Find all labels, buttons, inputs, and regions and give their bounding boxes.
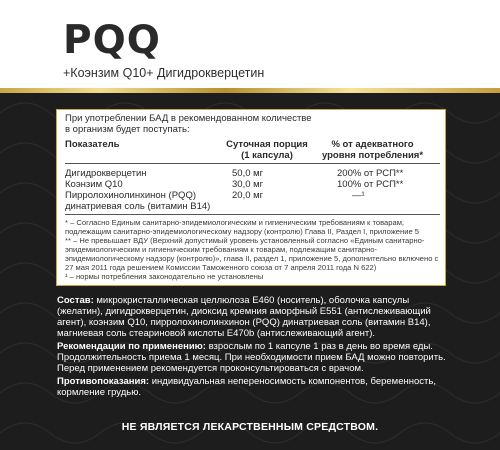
product-title: PQQ [63, 18, 161, 63]
composition-paragraph [57, 295, 447, 339]
product-info [57, 295, 447, 400]
footnote-2: ** – Не превышает ВДУ (Верхний допустимый уровень установленный согласно «Единым санитарно-эпидемиологическим и гигиеническим требованиям к товарам, подлежащим санитарно-эпидемиологическому надзору (контролю)», глава II, раздел 1, приложение 5, дополнительно включено с 27 мая 2011 года решением Комиссии Таможенного союза от 7 апреля 2011 года N 622) [65, 236, 439, 272]
header [0, 0, 500, 88]
footnotes [65, 218, 443, 281]
product-subtitle: +Коэнзим Q10+ Дигидрокверцетин [63, 66, 265, 80]
contraindications-paragraph [57, 376, 447, 398]
pct-header-line-2: уровня потребления* [321, 150, 424, 161]
footnote-3: ¹ – нормы потребления законодательно не установлены [65, 272, 264, 281]
column-header-dose [222, 139, 312, 161]
not-a-medicine-notice: НЕ ЯВЛЯЕТСЯ ЛЕКАРСТВЕННЫМ СРЕДСТВОМ. [121, 421, 379, 433]
pct-header-line-1: % от адекватного [331, 139, 414, 150]
intro-line-2: в организм будет поступать: [65, 124, 190, 135]
composition-label: Состав: [57, 295, 94, 306]
row-2-name: Коэнзим Q10 [65, 179, 123, 190]
intro-line-1: При употреблении БАД в рекомендованном количестве [65, 113, 312, 124]
row-2-percent: 100% от РСП** [337, 179, 404, 190]
column-header-percent [305, 139, 440, 161]
table-divider-bottom [65, 214, 440, 215]
footnote-1: * – Согласно Единым санитарно-эпидемиологическим и гигиеническим требованиям к товарам, подлежащим санитарно-эпидемиологическому надзору (контролю) Глава II, Раздел I, приложение 5 [65, 218, 420, 236]
table-divider-top [65, 163, 440, 164]
panel-intro [65, 113, 425, 135]
row-3-name-cont: динатриевая соль (витамин В14) [65, 201, 211, 212]
dose-header-line-1: Суточная порция [226, 139, 308, 150]
column-header-name: Показатель [65, 139, 120, 150]
row-3-percent: —¹ [352, 190, 365, 201]
composition-text: микрокристаллическая целлюлоза Е460 (носитель), оболочка капсулы (желатин), дигидрокверцетин, диоксид кремния аморфный Е551 (антислеживающий агент), коэнзим Q10, пирролохинолинхинон (PQQ) динатриевая соль (витамин В14), магниевая соль стеариновой кислоты Е470b (антислеживающий агент). [57, 295, 431, 339]
contraindications-text: индивидуальная непереносимость компонентов, беременность, кормление грудью. [57, 376, 436, 398]
dose-header-line-2: (1 капсула) [241, 150, 293, 161]
row-1-percent: 200% от РСП** [337, 168, 404, 179]
row-1-dose: 50,0 мг [232, 168, 264, 179]
recommendations-label: Рекомендации по применению: [57, 341, 206, 352]
nutrition-panel [56, 109, 446, 286]
label-body [0, 93, 500, 450]
row-3-dose: 20,0 мг [232, 190, 264, 201]
row-3-name: Пирролохинолинхинон (PQQ) [65, 190, 196, 201]
recommendations-text: взрослым по 1 капсуле 1 раз в день во время еды. Продолжительность приема 1 месяц. При необходимости прием БАД можно повторить. Перед применением рекомендуется проконсультироваться с врачом. [57, 341, 446, 374]
recommendations-paragraph [57, 341, 447, 374]
row-2-dose: 30,0 мг [232, 179, 264, 190]
row-1-name: Дигидрокверцетин [65, 168, 147, 179]
contraindications-label: Противопоказания: [57, 376, 150, 387]
